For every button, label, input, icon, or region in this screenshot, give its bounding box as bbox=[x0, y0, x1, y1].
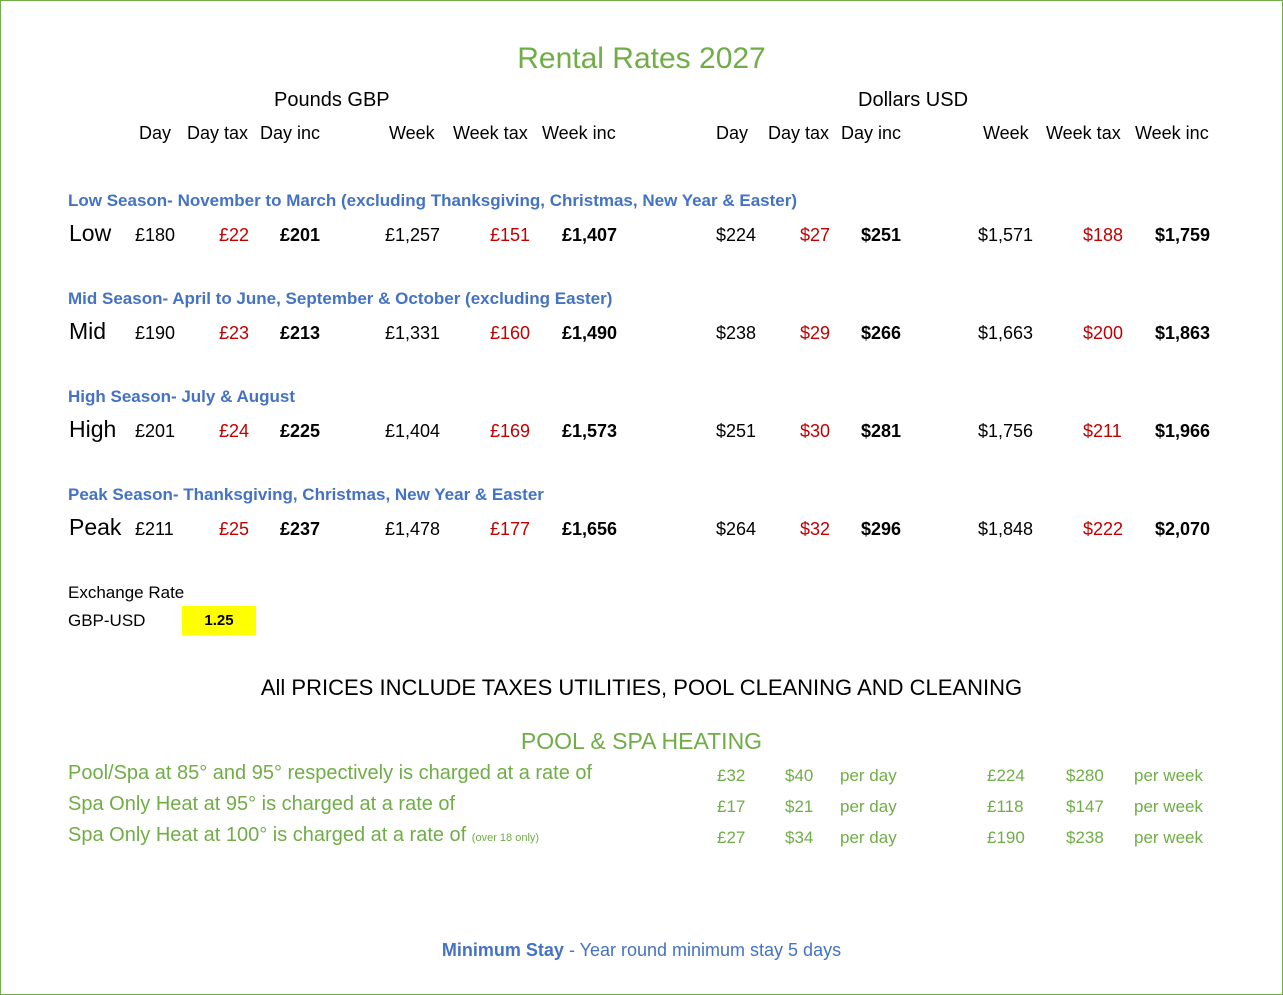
usd-day-tax-high: $30 bbox=[800, 421, 831, 441]
heating-day-unit-3: per day bbox=[840, 828, 897, 847]
exchange-heading: Exchange Rate bbox=[68, 583, 185, 602]
usd-day-inc-high: $281 bbox=[861, 421, 902, 441]
usd-day-tax-mid: $29 bbox=[800, 323, 831, 343]
col-gbp-day-inc: Day inc bbox=[260, 123, 321, 143]
usd-day-inc-low: $251 bbox=[861, 225, 902, 245]
gbp-day-inc-low: £201 bbox=[280, 225, 321, 245]
heating-desc-3 bbox=[68, 824, 539, 847]
heating-day-unit-1: per day bbox=[840, 766, 897, 785]
col-gbp-day: Day bbox=[139, 123, 172, 143]
usd-week-high: $1,756 bbox=[978, 421, 1034, 441]
usd-day-low: $224 bbox=[716, 225, 757, 245]
exchange-pair: GBP-USD bbox=[68, 611, 146, 630]
season-title-mid: Mid Season- April to June, September & October (excluding Easter) bbox=[68, 289, 613, 308]
col-gbp-week: Week bbox=[389, 123, 435, 143]
row-label-high: High bbox=[69, 416, 117, 442]
usd-day-tax-peak: $32 bbox=[800, 519, 831, 539]
col-usd-day-inc: Day inc bbox=[841, 123, 902, 143]
page-title: Rental Rates 2027 bbox=[517, 42, 766, 75]
usd-week-tax-mid: $200 bbox=[1083, 323, 1124, 343]
gbp-day-tax-peak: £25 bbox=[219, 519, 250, 539]
heating-day-usd-1: $40 bbox=[785, 766, 814, 785]
usd-day-high: $251 bbox=[716, 421, 757, 441]
heating-week-usd-1: $280 bbox=[1066, 766, 1104, 785]
usd-week-mid: $1,663 bbox=[978, 323, 1034, 343]
heating-week-unit-1: per week bbox=[1134, 766, 1203, 785]
row-label-peak: Peak bbox=[69, 514, 122, 540]
prices-notice: All PRICES INCLUDE TAXES UTILITIES, POOL CLEANING AND CLEANING bbox=[260, 675, 1023, 700]
minimum-stay-text: - Year round minimum stay 5 days bbox=[568, 940, 842, 960]
heating-day-usd-3: $34 bbox=[785, 828, 814, 847]
heating-desc-text: Spa Only Heat at 100° is charged at a rate of bbox=[68, 824, 467, 846]
gbp-week-inc-low: £1,407 bbox=[562, 225, 618, 245]
col-gbp-day-tax: Day tax bbox=[187, 123, 249, 143]
heating-week-gbp-3: £190 bbox=[987, 828, 1025, 847]
heating-day-gbp-1: £32 bbox=[717, 766, 746, 785]
heating-title: POOL & SPA HEATING bbox=[520, 728, 763, 754]
gbp-week-peak: £1,478 bbox=[385, 519, 441, 539]
col-gbp-week-inc: Week inc bbox=[542, 123, 616, 143]
gbp-day-inc-peak: £237 bbox=[280, 519, 321, 539]
usd-day-tax-low: $27 bbox=[800, 225, 831, 245]
heating-week-gbp-1: £224 bbox=[987, 766, 1025, 785]
gbp-day-tax-low: £22 bbox=[219, 225, 250, 245]
gbp-week-low: £1,257 bbox=[385, 225, 441, 245]
usd-week-low: $1,571 bbox=[978, 225, 1034, 245]
col-gbp-week-tax: Week tax bbox=[453, 123, 528, 143]
heating-desc-text: Spa Only Heat at 95° is charged at a rate of bbox=[68, 793, 456, 815]
heating-week-unit-2: per week bbox=[1134, 797, 1203, 816]
heating-day-gbp-2: £17 bbox=[717, 797, 746, 816]
col-usd-day: Day bbox=[716, 123, 749, 143]
col-usd-week-inc: Week inc bbox=[1135, 123, 1209, 143]
season-title-low: Low Season- November to March (excluding Thanksgiving, Christmas, New Year & Easter) bbox=[68, 191, 797, 210]
row-label-low: Low bbox=[69, 220, 112, 246]
heating-desc-text: Pool/Spa at 85° and 95° respectively is charged at a rate of bbox=[68, 762, 593, 784]
gbp-day-inc-high: £225 bbox=[280, 421, 321, 441]
gbp-week-tax-mid: £160 bbox=[490, 323, 531, 343]
usd-week-tax-high: $211 bbox=[1083, 421, 1122, 441]
gbp-week-inc-peak: £1,656 bbox=[562, 519, 618, 539]
col-usd-week-tax: Week tax bbox=[1046, 123, 1121, 143]
gbp-week-tax-high: £169 bbox=[490, 421, 531, 441]
exchange-rate-value: 1.25 bbox=[182, 606, 256, 635]
minimum-stay-label: Minimum Stay bbox=[441, 940, 564, 960]
gbp-week-inc-mid: £1,490 bbox=[562, 323, 618, 343]
usd-week-inc-low: $1,759 bbox=[1155, 225, 1211, 245]
gbp-day-mid: £190 bbox=[135, 323, 176, 343]
col-usd-week: Week bbox=[983, 123, 1029, 143]
heating-week-usd-2: $147 bbox=[1066, 797, 1104, 816]
usd-week-tax-low: $188 bbox=[1083, 225, 1124, 245]
heating-day-unit-2: per day bbox=[840, 797, 897, 816]
usd-week-inc-mid: $1,863 bbox=[1155, 323, 1211, 343]
row-label-mid: Mid bbox=[69, 318, 107, 344]
usd-day-mid: $238 bbox=[716, 323, 757, 343]
gbp-day-peak: £211 bbox=[135, 519, 174, 539]
gbp-day-inc-mid: £213 bbox=[280, 323, 321, 343]
heating-day-gbp-3: £27 bbox=[717, 828, 746, 847]
gbp-week-inc-high: £1,573 bbox=[562, 421, 618, 441]
usd-week-inc-high: $1,966 bbox=[1155, 421, 1211, 441]
heating-day-usd-2: $21 bbox=[785, 797, 814, 816]
gbp-week-tax-peak: £177 bbox=[490, 519, 531, 539]
gbp-day-tax-high: £24 bbox=[219, 421, 250, 441]
usd-day-inc-mid: $266 bbox=[861, 323, 902, 343]
age-note: (over 18 only) bbox=[471, 832, 540, 844]
usd-week-tax-peak: $222 bbox=[1083, 519, 1124, 539]
season-title-peak: Peak Season- Thanksgiving, Christmas, New Year & Easter bbox=[68, 485, 544, 504]
gbp-week-high: £1,404 bbox=[385, 421, 441, 441]
gbp-heading: Pounds GBP bbox=[274, 89, 390, 111]
usd-day-inc-peak: $296 bbox=[861, 519, 902, 539]
minimum-stay bbox=[0, 940, 1283, 961]
usd-heading: Dollars USD bbox=[858, 89, 969, 111]
season-title-high: High Season- July & August bbox=[68, 387, 296, 406]
usd-week-inc-peak: $2,070 bbox=[1155, 519, 1211, 539]
heating-desc-1 bbox=[68, 762, 592, 785]
heating-week-usd-3: $238 bbox=[1066, 828, 1104, 847]
usd-day-peak: $264 bbox=[716, 519, 757, 539]
heating-week-gbp-2: £118 bbox=[987, 797, 1024, 816]
gbp-day-low: £180 bbox=[135, 225, 176, 245]
usd-week-peak: $1,848 bbox=[978, 519, 1034, 539]
gbp-day-high: £201 bbox=[135, 421, 176, 441]
gbp-day-tax-mid: £23 bbox=[219, 323, 250, 343]
col-usd-day-tax: Day tax bbox=[768, 123, 830, 143]
heating-desc-2 bbox=[68, 793, 455, 816]
gbp-week-tax-low: £151 bbox=[490, 225, 531, 245]
heating-week-unit-3: per week bbox=[1134, 828, 1203, 847]
gbp-week-mid: £1,331 bbox=[385, 323, 441, 343]
